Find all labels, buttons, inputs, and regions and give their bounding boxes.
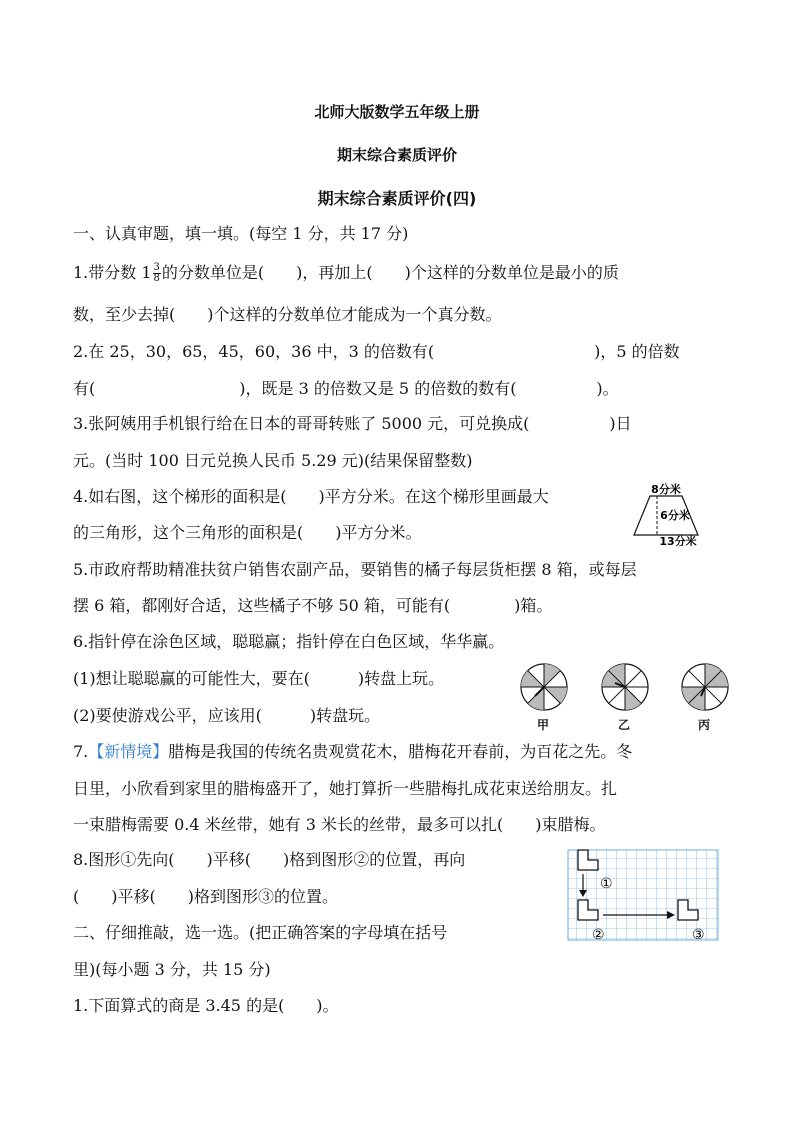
section2-heading-line2: 里)(每小题 3 分，共 15 分) (73, 960, 271, 979)
spinner-label-jia: 甲 (537, 718, 550, 732)
q2-line2: 有( )，既是 3 的倍数又是 5 的倍数的数有( )。 (73, 379, 619, 398)
shape-1-label: ① (600, 876, 613, 892)
q8-line2: ( )平移( )格到图形③的位置。 (73, 887, 338, 906)
q7-line1: 7.【新情境】腊梅是我国的传统名贵观赏花木，腊梅花开春前，为百花之先。冬 (73, 742, 633, 761)
spinner-jia (521, 664, 567, 710)
q6-line3: (2)要使游戏公平，应该用( )转盘玩。 (73, 706, 381, 725)
spinner-yi (602, 664, 648, 710)
shape-2-label: ② (592, 927, 605, 942)
mixed-fraction: $\frac{3}{8}$ (153, 262, 160, 284)
q5-line1: 5.市政府帮助精准扶贫户销售农副产品，要销售的橘子每层货柜摆 8 箱，或每层 (73, 560, 637, 579)
q4-line1: 4.如右图，这个梯形的面积是( )平方分米。在这个梯形里画最大 (73, 487, 549, 506)
q4-line2: 的三角形，这个三角形的面积是( )平方分米。 (73, 523, 422, 542)
shape-3-label: ③ (692, 927, 705, 942)
q6-line1: 6.指针停在涂色区域，聪聪赢；指针停在白色区域，华华赢。 (73, 632, 505, 651)
q7-line2: 日里，小欣看到家里的腊梅盛开了，她打算折一些腊梅扎成花束送给朋友。扎 (73, 779, 618, 798)
q1-line2: 数，至少去掉( )个这样的分数单位才能成为一个真分数。 (73, 305, 502, 324)
spinner-wheels (516, 662, 734, 714)
exam-subtitle: 期末综合素质评价(四) (317, 189, 477, 208)
section2-heading-line1: 二、仔细推敲，选一选。(把正确答案的字母填在括号 (73, 923, 448, 942)
section1-heading: 一、认真审题，填一填。(每空 1 分，共 17 分) (73, 224, 409, 243)
translation-grid (566, 848, 722, 942)
book-title: 北师大版数学五年级上册 (314, 103, 480, 121)
trapezoid-bottom-label: 13分米 (659, 535, 697, 546)
q2-line1: 2.在 25，30，65，45，60，36 中，3 的倍数有( )，5 的倍数 (73, 342, 680, 361)
new-context-tag: 【新情境】 (88, 742, 169, 761)
spinner-bing (682, 664, 728, 710)
spinner-label-bing: 丙 (698, 718, 711, 732)
q3-line1: 3.张阿姨用手机银行给在日本的哥哥转账了 5000 元，可兑换成( )日 (73, 414, 632, 433)
q6-line2: (1)想让聪聪赢的可能性大，要在( )转盘上玩。 (73, 669, 445, 688)
q1-line1: 1.带分数 1 $\frac{3}{8}$ 的分数单位是( )，再加上( )个这样的分数单位是最小的质 (73, 262, 619, 284)
s2-q1: 1.下面算式的商是 3.45 的是( )。 (73, 996, 339, 1015)
q8-line1: 8.图形①先向( )平移( )格到图形②的位置，再向 (73, 850, 466, 869)
q5-line2: 摆 6 箱，都刚好合适，这些橘子不够 50 箱，可能有( )箱。 (73, 596, 553, 615)
trapezoid-top-label: 8分米 (651, 483, 681, 496)
trapezoid-figure (628, 482, 708, 546)
q7-line3: 一束腊梅需要 0.4 米丝带，她有 3 米长的丝带，最多可以扎( )束腊梅。 (73, 815, 606, 834)
spinner-label-yi: 乙 (618, 718, 631, 732)
trapezoid-height-label: 6分米 (660, 509, 690, 522)
exam-title: 期末综合素质评价 (336, 146, 457, 164)
q3-line2: 元。(当时 100 日元兑换人民币 5.29 元)(结果保留整数) (73, 451, 473, 470)
